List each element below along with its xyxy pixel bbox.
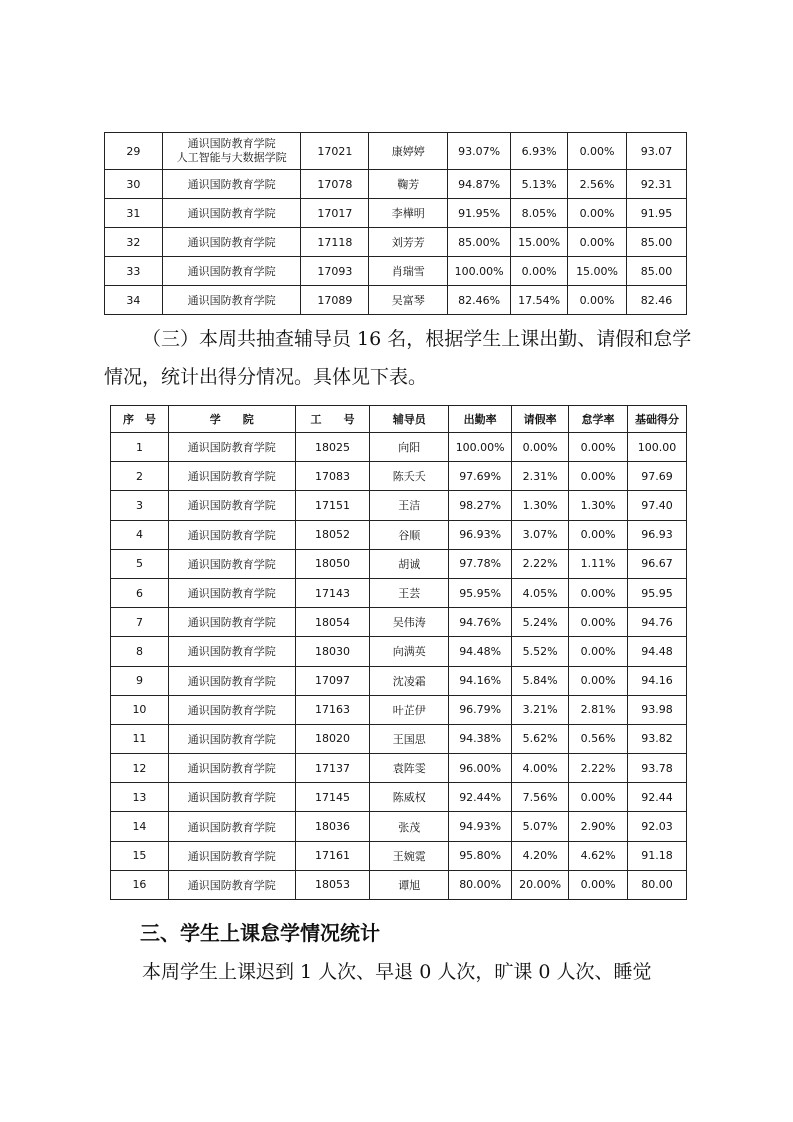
cell-score: 94.76 [628,608,687,637]
cell-leave: 2.22% [512,549,569,578]
cell-attendance: 94.16% [449,666,512,695]
cell-id: 18052 [295,520,370,549]
cell-id: 17078 [301,170,369,199]
cell-counselor: 王国思 [370,724,449,753]
cell-score: 93.78 [628,754,687,783]
table-row [111,812,687,841]
table-row [111,695,687,724]
cell-counselor: 叶芷伊 [370,695,449,724]
cell-score: 92.31 [627,170,687,199]
table-row [111,637,687,666]
cell-id: 17097 [295,666,370,695]
cell-attendance: 80.00% [449,870,512,899]
cell-no: 33 [105,257,163,286]
cell-college: 通识国防教育学院 [168,841,295,870]
cell-leave: 0.00% [512,433,569,462]
cell-id: 17083 [295,462,370,491]
cell-truancy: 1.30% [569,491,628,520]
cell-counselor: 陈威权 [370,783,449,812]
cell-truancy: 0.00% [569,637,628,666]
cell-no: 9 [111,666,169,695]
cell-score: 91.18 [628,841,687,870]
cell-no: 29 [105,133,163,170]
cell-counselor: 张茂 [370,812,449,841]
cell-id: 17163 [295,695,370,724]
cell-truancy: 0.00% [569,520,628,549]
cell-score: 82.46 [627,286,687,315]
cell-score: 80.00 [628,870,687,899]
cell-leave: 15.00% [511,228,568,257]
cell-leave: 5.13% [511,170,568,199]
college-line: 人工智能与大数据学院 [176,151,287,164]
table-row [111,783,687,812]
cell-no: 32 [105,228,163,257]
cell-college: 通识国防教育学院 [168,695,295,724]
header-counselor: 辅导员 [370,406,449,433]
cell-truancy: 2.22% [569,754,628,783]
cell-counselor: 李樺明 [369,199,448,228]
cell-truancy: 2.81% [569,695,628,724]
table-row [111,870,687,899]
cell-score: 94.16 [628,666,687,695]
cell-college: 通识国防教育学院 [168,783,295,812]
table-body [105,133,687,315]
cell-leave: 17.54% [511,286,568,315]
cell-attendance: 96.79% [449,695,512,724]
table-row [105,133,687,170]
table-row [111,549,687,578]
cell-attendance: 94.93% [449,812,512,841]
cell-truancy: 0.00% [569,783,628,812]
header-college: 学 院 [168,406,295,433]
cell-attendance: 98.27% [449,491,512,520]
cell-truancy: 2.90% [569,812,628,841]
cell-attendance: 94.76% [449,608,512,637]
cell-college: 通识国防教育学院 [168,666,295,695]
cell-leave: 5.24% [512,608,569,637]
cell-leave: 5.52% [512,637,569,666]
cell-leave: 8.05% [511,199,568,228]
cell-no: 11 [111,724,169,753]
header-leave: 请假率 [512,406,569,433]
cell-counselor: 肖瑞雪 [369,257,448,286]
cell-college: 通识国防教育学院 [168,549,295,578]
cell-score: 97.69 [628,462,687,491]
cell-truancy: 4.62% [569,841,628,870]
cell-counselor: 刘芳芳 [369,228,448,257]
cell-no: 4 [111,520,169,549]
header-score: 基础得分 [628,406,687,433]
cell-no: 7 [111,608,169,637]
cell-leave: 3.21% [512,695,569,724]
table-row [105,286,687,315]
cell-score: 93.98 [628,695,687,724]
cell-score: 96.93 [628,520,687,549]
cell-college: 通识国防教育学院 [168,608,295,637]
cell-no: 16 [111,870,169,899]
table-row [111,841,687,870]
cell-no: 13 [111,783,169,812]
table-row [111,462,687,491]
cell-leave: 0.00% [511,257,568,286]
cell-id: 18025 [295,433,370,462]
cell-attendance: 82.46% [448,286,511,315]
cell-counselor: 陈夭夭 [370,462,449,491]
cell-no: 2 [111,462,169,491]
cell-truancy: 2.56% [568,170,627,199]
cell-leave: 2.31% [512,462,569,491]
cell-leave: 4.20% [512,841,569,870]
cell-truancy: 0.00% [569,608,628,637]
cell-attendance: 92.44% [449,783,512,812]
cell-truancy: 0.00% [569,462,628,491]
cell-id: 18036 [295,812,370,841]
cell-college: 通识国防教育学院 [168,491,295,520]
cell-attendance: 96.00% [449,754,512,783]
cell-leave: 4.00% [512,754,569,783]
cell-no: 6 [111,578,169,607]
cell-counselor: 吴富琴 [369,286,448,315]
table-header-row [111,406,687,433]
cell-truancy: 0.00% [569,666,628,695]
cell-score: 96.67 [628,549,687,578]
cell-score: 91.95 [627,199,687,228]
cell-attendance: 97.69% [449,462,512,491]
cell-attendance: 93.07% [448,133,511,170]
table-body [111,433,687,900]
cell-truancy: 0.00% [568,199,627,228]
cell-counselor: 吴伟涛 [370,608,449,637]
cell-no: 15 [111,841,169,870]
cell-college: 通识国防教育学院 [168,637,295,666]
cell-leave: 5.07% [512,812,569,841]
header-id: 工 号 [295,406,370,433]
cell-no: 3 [111,491,169,520]
cell-counselor: 鞠芳 [369,170,448,199]
cell-counselor: 向满英 [370,637,449,666]
cell-counselor: 胡诚 [370,549,449,578]
cell-id: 17089 [301,286,369,315]
cell-no: 12 [111,754,169,783]
cell-no: 31 [105,199,163,228]
cell-truancy: 0.00% [569,578,628,607]
cell-id: 17145 [295,783,370,812]
table-row [105,199,687,228]
cell-college: 通识国防教育学院 [168,462,295,491]
cell-truancy: 1.11% [569,549,628,578]
cell-id: 17021 [301,133,369,170]
cell-score: 92.03 [628,812,687,841]
table-row [111,754,687,783]
section-heading: 三、学生上课怠学情况统计 [140,921,380,945]
table-row [111,433,687,462]
cell-counselor: 王洁 [370,491,449,520]
table-row [111,666,687,695]
table-row [105,257,687,286]
cell-college: 通识国防教育学院 [168,870,295,899]
cell-college: 通识国防教育学院 [168,433,295,462]
cell-no: 34 [105,286,163,315]
table-row [105,228,687,257]
cell-score: 94.48 [628,637,687,666]
cell-leave: 3.07% [512,520,569,549]
cell-score: 100.00 [628,433,687,462]
cell-id: 18054 [295,608,370,637]
cell-truancy: 0.56% [569,724,628,753]
cell-leave: 5.84% [512,666,569,695]
header-attendance: 出勤率 [449,406,512,433]
cell-no: 30 [105,170,163,199]
cell-id: 17118 [301,228,369,257]
cell-id: 17137 [295,754,370,783]
table-row [111,578,687,607]
cell-leave: 1.30% [512,491,569,520]
cell-college: 通识国防教育学院 [162,199,301,228]
cell-college: 通识国防教育学院 [162,286,301,315]
cell-id: 18050 [295,549,370,578]
cell-no: 10 [111,695,169,724]
cell-counselor: 王芸 [370,578,449,607]
cell-college: 通识国防教育学院 [162,170,301,199]
cell-counselor: 谷顺 [370,520,449,549]
cell-score: 92.44 [628,783,687,812]
college-line: 通识国防教育学院 [187,137,276,150]
cell-no: 14 [111,812,169,841]
cell-college: 通识国防教育学院 [168,520,295,549]
cell-leave: 5.62% [512,724,569,753]
cell-score: 95.95 [628,578,687,607]
cell-counselor: 康婷婷 [369,133,448,170]
cell-id: 17093 [301,257,369,286]
cell-id: 18030 [295,637,370,666]
cell-leave: 4.05% [512,578,569,607]
cell-college: 通识国防教育学院 [168,578,295,607]
cell-score: 93.82 [628,724,687,753]
cell-id: 17143 [295,578,370,607]
cell-id: 17161 [295,841,370,870]
counselor-score-table [110,405,687,900]
cell-counselor: 向阳 [370,433,449,462]
cell-attendance: 95.80% [449,841,512,870]
cell-college: 通识国防教育学院 [168,724,295,753]
cell-counselor: 王婉霓 [370,841,449,870]
table-row [111,491,687,520]
cell-college: 通识国防教育学院 [162,228,301,257]
cell-truancy: 0.00% [569,870,628,899]
cell-counselor: 袁阵雯 [370,754,449,783]
cell-id: 17151 [295,491,370,520]
cell-leave: 7.56% [512,783,569,812]
cell-college: 通识国防教育学院 [162,257,301,286]
cell-truancy: 0.00% [568,286,627,315]
counselor-table-continued [104,132,687,315]
cell-attendance: 95.95% [449,578,512,607]
cell-attendance: 94.87% [448,170,511,199]
cell-attendance: 100.00% [448,257,511,286]
header-truancy: 怠学率 [569,406,628,433]
cell-attendance: 96.93% [449,520,512,549]
cell-truancy: 0.00% [569,433,628,462]
cell-truancy: 15.00% [568,257,627,286]
table-row [105,170,687,199]
table-row [111,724,687,753]
cell-attendance: 94.48% [449,637,512,666]
cell-id: 17017 [301,199,369,228]
cell-score: 93.07 [627,133,687,170]
cell-no: 1 [111,433,169,462]
cell-attendance: 94.38% [449,724,512,753]
cell-score: 85.00 [627,228,687,257]
cell-college: 通识国防教育学院 [168,754,295,783]
cell-no: 5 [111,549,169,578]
cell-score: 85.00 [627,257,687,286]
cell-attendance: 91.95% [448,199,511,228]
cell-score: 97.40 [628,491,687,520]
cell-college [162,133,301,170]
section-paragraph: 本周学生上课迟到 1 人次、早退 0 人次，旷课 0 人次、睡觉 [142,961,652,983]
cell-no: 8 [111,637,169,666]
cell-attendance: 97.78% [449,549,512,578]
cell-counselor: 谭旭 [370,870,449,899]
cell-college: 通识国防教育学院 [168,812,295,841]
header-no: 序 号 [111,406,169,433]
table-row [111,520,687,549]
cell-id: 18053 [295,870,370,899]
cell-leave: 6.93% [511,133,568,170]
cell-leave: 20.00% [512,870,569,899]
cell-truancy: 0.00% [568,133,627,170]
section-paragraph: （三）本周共抽查辅导员 16 名，根据学生上课出勤、请假和怠学情况，统计出得分情况。具体见下表。 [104,328,692,388]
cell-attendance: 85.00% [448,228,511,257]
table-row [111,608,687,637]
cell-truancy: 0.00% [568,228,627,257]
cell-id: 18020 [295,724,370,753]
cell-counselor: 沈凌霜 [370,666,449,695]
cell-attendance: 100.00% [449,433,512,462]
